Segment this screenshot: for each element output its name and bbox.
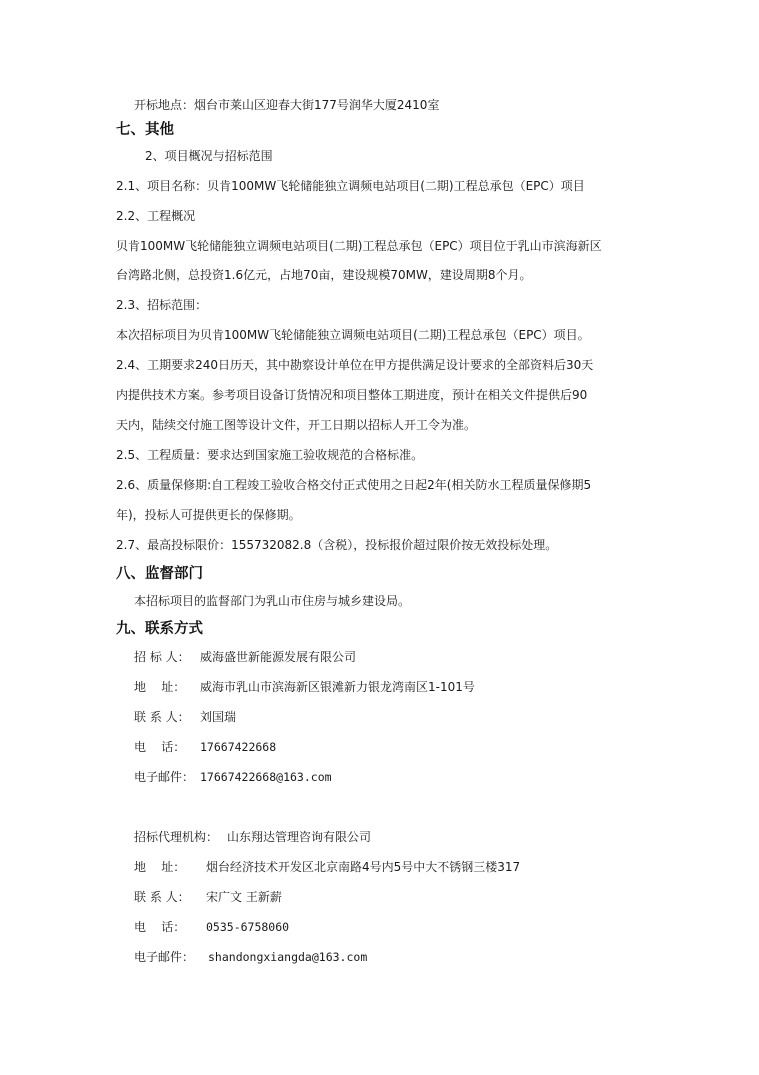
agency-phone: 0535-6758060 — [206, 920, 290, 934]
p22-line1: 贝肯100MW飞轮储能独立调频电站项目(二期)工程总承包（EPC）项目位于乳山市滨海新区 — [116, 239, 602, 253]
p24-line3: 天内，陆续交付施工图等设计文件，开工日期以招标人开工令为准。 — [116, 418, 477, 432]
agency-value: 山东翔达管理咨询有限公司 — [227, 830, 372, 844]
p21: 2.1、项目名称：贝肯100MW飞轮储能独立调频电站项目(二期)工程总承包（EPC）项目 — [116, 179, 585, 193]
p26-line2: 年)，投标人可提供更长的保修期。 — [116, 508, 301, 522]
tenderer-email-row — [134, 769, 332, 785]
agency-row — [134, 829, 371, 845]
tenderer-value: 威海盛世新能源发展有限公司 — [200, 650, 357, 664]
p23-line1: 本次招标项目为贝肯100MW飞轮储能独立调频电站项目(二期)工程总承包（EPC）项目。 — [116, 328, 590, 342]
p26-line1: 2.6、质量保修期:自工程竣工验收合格交付正式使用之日起2年(相关防水工程质量保修期5 — [116, 478, 592, 492]
p25: 2.5、工程质量：要求达到国家施工验收规范的合格标准。 — [116, 448, 424, 462]
agency-contact-row — [134, 889, 282, 905]
agency-phone-row — [134, 919, 289, 935]
agency-address-label: 地 址： — [134, 860, 186, 874]
tenderer-phone-label: 电 话： — [134, 740, 186, 754]
agency-contact: 宋广文 王新薪 — [206, 890, 282, 904]
tenderer-address-label: 地 址： — [134, 680, 186, 694]
tenderer-row — [134, 649, 356, 665]
tenderer-email-label: 电子邮件： — [134, 770, 195, 784]
tenderer-phone-row — [134, 739, 276, 755]
section7-heading: 七、其他 — [116, 122, 174, 138]
agency-phone-label: 电 话： — [134, 920, 186, 934]
agency-email: shandongxiangda@163.com — [208, 950, 368, 964]
section7-item2: 2、项目概况与招标范围 — [145, 149, 273, 163]
tenderer-address-row — [134, 679, 475, 695]
p22-title: 2.2、工程概况 — [116, 209, 196, 223]
p24-line1: 2.4、工期要求240日历天，其中勘察设计单位在甲方提供满足设计要求的全部资料后30天 — [116, 358, 594, 372]
tenderer-email: 17667422668@163.com — [200, 770, 332, 784]
p23-title: 2.3、招标范围： — [116, 298, 208, 312]
tenderer-contact: 刘国瑞 — [200, 710, 237, 724]
tenderer-contact-label: 联 系 人： — [134, 710, 190, 724]
p24-line2: 内提供技术方案。参考项目设备订货情况和项目整体工期进度，预计在相关文件提供后90 — [116, 388, 588, 402]
p27: 2.7、最高投标限价：155732082.8（含税），投标报价超过限价按无效投标处理。 — [116, 538, 558, 552]
tenderer-label: 招 标 人： — [134, 650, 190, 664]
tenderer-phone: 17667422668 — [200, 740, 277, 754]
agency-address: 烟台经济技术开发区北京南路4号内5号中大不锈钢三楼317 — [206, 860, 521, 874]
agency-email-row — [134, 949, 367, 965]
p22-line2: 台湾路北侧，总投资1.6亿元，占地70亩，建设规模70MW，建设周期8个月。 — [116, 268, 532, 282]
agency-contact-label: 联 系 人： — [134, 890, 190, 904]
tenderer-contact-row — [134, 709, 236, 725]
tenderer-address: 威海市乳山市滨海新区银滩新力银龙湾南区1-101号 — [200, 680, 475, 694]
section8-text: 本招标项目的监督部门为乳山市住房与城乡建设局。 — [134, 594, 411, 608]
section9-heading: 九、联系方式 — [116, 621, 203, 637]
opening-location: 开标地点：烟台市莱山区迎春大街177号润华大厦2410室 — [134, 98, 440, 112]
agency-email-label: 电子邮件： — [134, 950, 195, 964]
agency-label: 招标代理机构： — [134, 830, 219, 844]
section8-heading: 八、监督部门 — [116, 566, 203, 582]
agency-address-row — [134, 859, 520, 875]
